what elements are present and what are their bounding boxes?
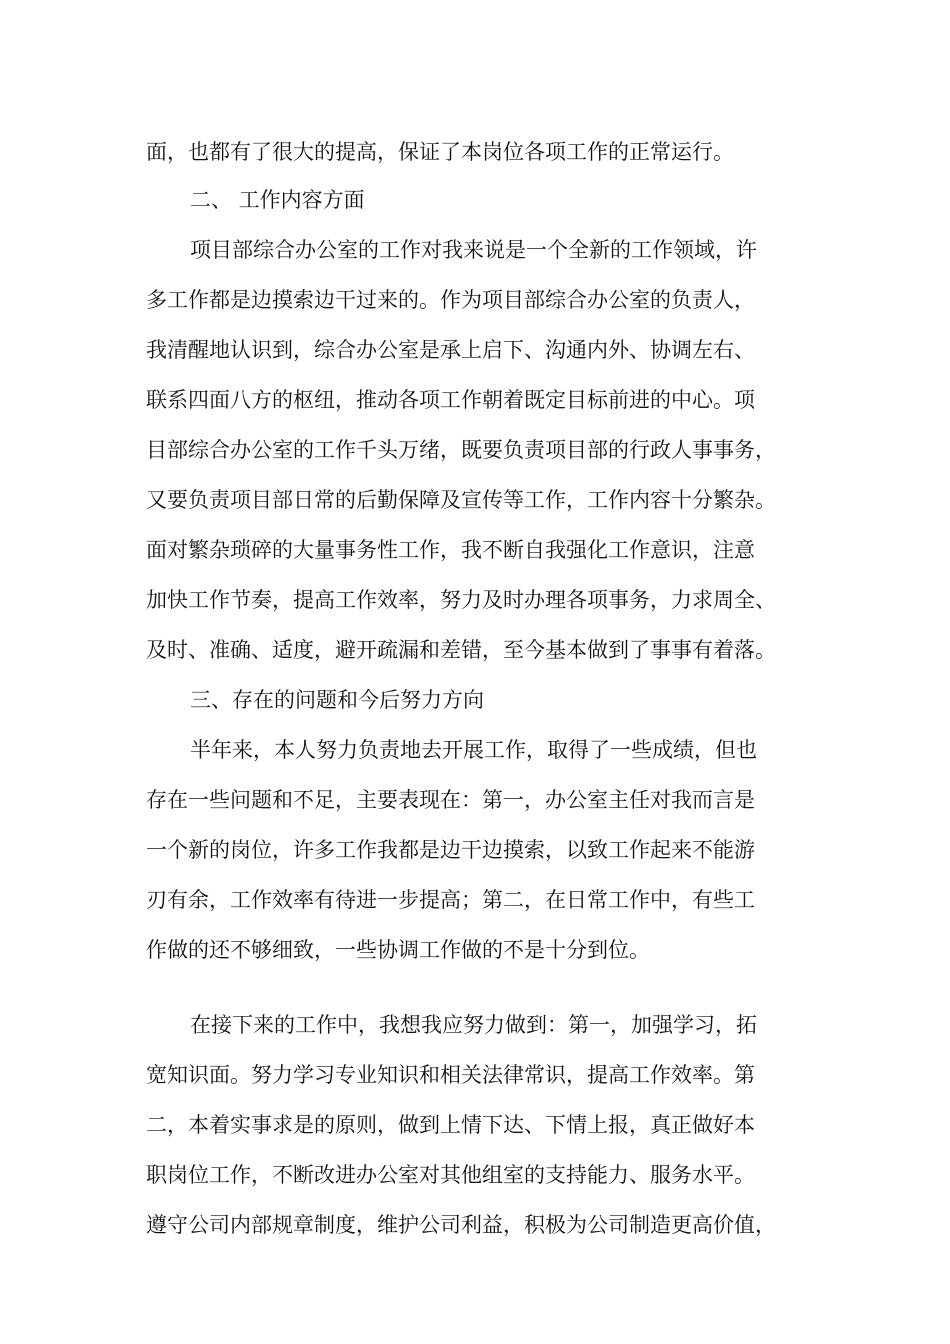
body-text-line: 又要负责项目部日常的后勤保障及宣传等工作，工作内容十分繁杂。 bbox=[146, 488, 776, 512]
body-text-line: 及时、准确、适度，避开疏漏和差错，至今基本做到了事事有着落。 bbox=[146, 638, 776, 662]
body-text-line: 目部综合办公室的工作千头万绪，既要负责项目部的行政人事事务， bbox=[146, 438, 776, 462]
body-text-line: 联系四面八方的枢纽，推动各项工作朝着既定目标前进的中心。项 bbox=[146, 388, 755, 412]
body-text-line: 面对繁杂琐碎的大量事务性工作，我不断自我强化工作意识，注意 bbox=[146, 538, 755, 562]
body-text-line: 宽知识面。努力学习专业知识和相关法律常识，提高工作效率。第 bbox=[146, 1063, 755, 1087]
body-text-line: 存在一些问题和不足，主要表现在：第一，办公室主任对我而言是 bbox=[146, 788, 755, 812]
body-text-line: 多工作都是边摸索边干过来的。作为项目部综合办公室的负责人， bbox=[146, 288, 755, 312]
body-text-line: 二，本着实事求是的原则，做到上情下达、下情上报，真正做好本 bbox=[146, 1113, 755, 1137]
section-heading: 三、存在的问题和今后努力方向 bbox=[190, 688, 484, 712]
body-text-line: 项目部综合办公室的工作对我来说是一个全新的工作领域，许 bbox=[190, 238, 757, 262]
body-text-line: 职岗位工作，不断改进办公室对其他组室的支持能力、服务水平。 bbox=[146, 1163, 755, 1187]
body-text-line: 刃有余，工作效率有待进一步提高；第二，在日常工作中，有些工 bbox=[146, 888, 755, 912]
body-text-line: 在接下来的工作中，我想我应努力做到：第一，加强学习，拓 bbox=[190, 1013, 757, 1037]
body-text-line: 半年来，本人努力负责地去开展工作，取得了一些成绩，但也 bbox=[190, 738, 757, 762]
body-text-line: 作做的还不够细致，一些协调工作做的不是十分到位。 bbox=[146, 938, 650, 962]
body-text-line: 我清醒地认识到，综合办公室是承上启下、沟通内外、协调左右、 bbox=[146, 338, 755, 362]
section-heading: 二、 工作内容方面 bbox=[190, 188, 365, 212]
body-text-line: 面，也都有了很大的提高，保证了本岗位各项工作的正常运行。 bbox=[146, 140, 734, 164]
body-text-line: 遵守公司内部规章制度，维护公司利益，积极为公司制造更高价值， bbox=[146, 1213, 776, 1237]
body-text-line: 一个新的岗位，许多工作我都是边干边摸索，以致工作起来不能游 bbox=[146, 838, 755, 862]
body-text-line: 加快工作节奏，提高工作效率，努力及时办理各项事务，力求周全、 bbox=[146, 588, 776, 612]
